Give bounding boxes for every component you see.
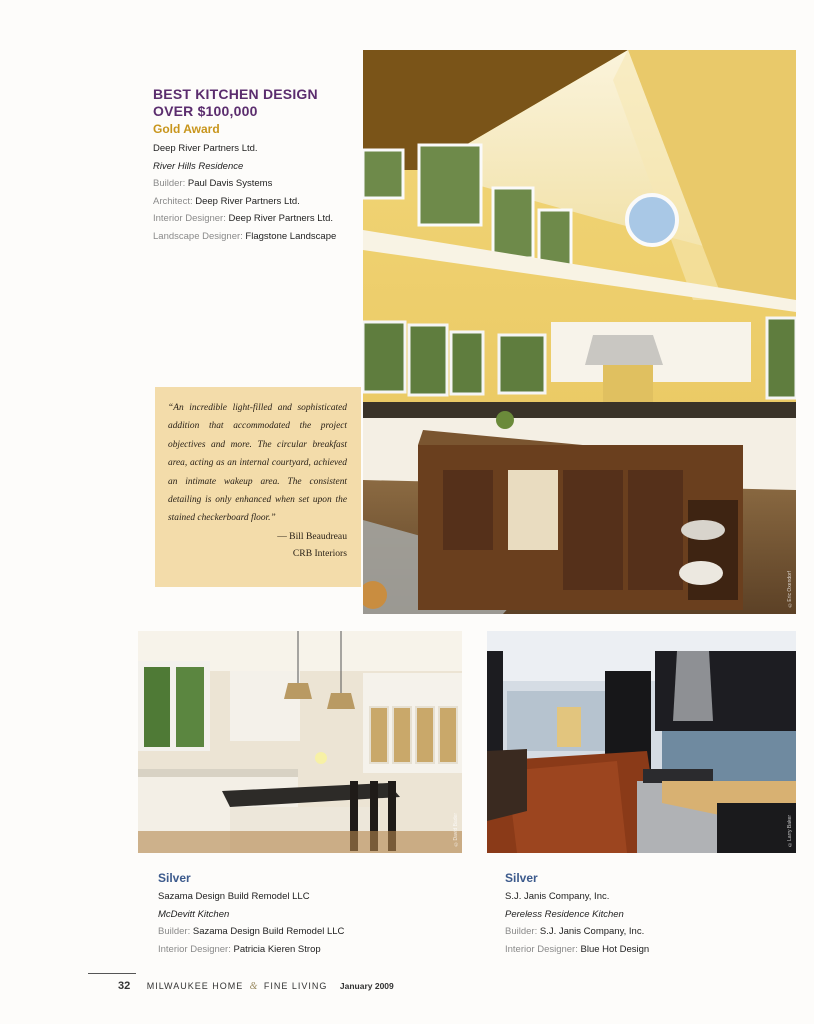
magazine-ampersand: & <box>249 981 258 992</box>
silver-right-photo <box>487 631 796 853</box>
project-name: McDevitt Kitchen <box>158 908 230 920</box>
gold-award-block <box>153 86 363 245</box>
photo-credit-right: ©Larry Baker <box>787 815 793 847</box>
credit-interior-designer: Interior Designer: Patricia Kieren Strop <box>158 943 321 955</box>
page-footer <box>118 976 394 994</box>
photo-credit-main: ©Eric Oxendorf <box>787 571 793 608</box>
quote-author: — Bill Beaudreau <box>277 530 347 542</box>
page-number: 32 <box>118 980 131 992</box>
issue-date: January 2009 <box>339 981 394 991</box>
category-title-line1: BEST KITCHEN DESIGN <box>153 86 318 102</box>
award-level: Silver <box>158 871 191 885</box>
credit-builder: Builder: Sazama Design Build Remodel LLC <box>158 926 345 937</box>
project-name: Pereless Residence Kitchen <box>505 908 624 920</box>
credit-interior-designer: Interior Designer: Deep River Partners Ltd. <box>153 213 334 224</box>
credit-builder: Builder: S.J. Janis Company, Inc. <box>505 926 645 937</box>
award-level: Silver <box>505 871 538 885</box>
credit-landscape-designer: Landscape Designer: Flagstone Landscape <box>153 230 337 242</box>
main-kitchen-photo <box>363 50 796 614</box>
quote-company: CRB Interiors <box>292 547 347 559</box>
photo-credit-left: ©David Bader <box>453 813 459 847</box>
magazine-name-right: FINE LIVING <box>263 981 328 991</box>
firm-name: Deep River Partners Ltd. <box>153 143 258 154</box>
footer-rule <box>88 973 136 974</box>
silver-left-block <box>158 869 344 958</box>
quote-text: “An incredible light-filled and sophisticated addition that accommodated the project objectives and more. The circular breakfast area, acting as an internal courtyard, achieved an intimate wakeup area. The consistent detailing is only enhanced when set upon the stained checkerboard floor.” <box>168 403 347 524</box>
credit-architect: Architect: Deep River Partners Ltd. <box>153 195 300 207</box>
firm-name: Sazama Design Build Remodel LLC <box>158 891 310 902</box>
firm-name: S.J. Janis Company, Inc. <box>505 891 610 902</box>
award-level: Gold Award <box>153 122 220 136</box>
credit-builder: Builder: Paul Davis Systems <box>153 178 273 189</box>
magazine-name-left: MILWAUKEE HOME <box>146 981 244 991</box>
silver-left-photo <box>138 631 462 853</box>
silver-right-block <box>505 869 649 958</box>
project-name: River Hills Residence <box>153 160 244 172</box>
quote-box <box>155 387 361 587</box>
category-title-line2: OVER $100,000 <box>153 103 258 119</box>
credit-interior-designer: Interior Designer: Blue Hot Design <box>505 943 650 955</box>
